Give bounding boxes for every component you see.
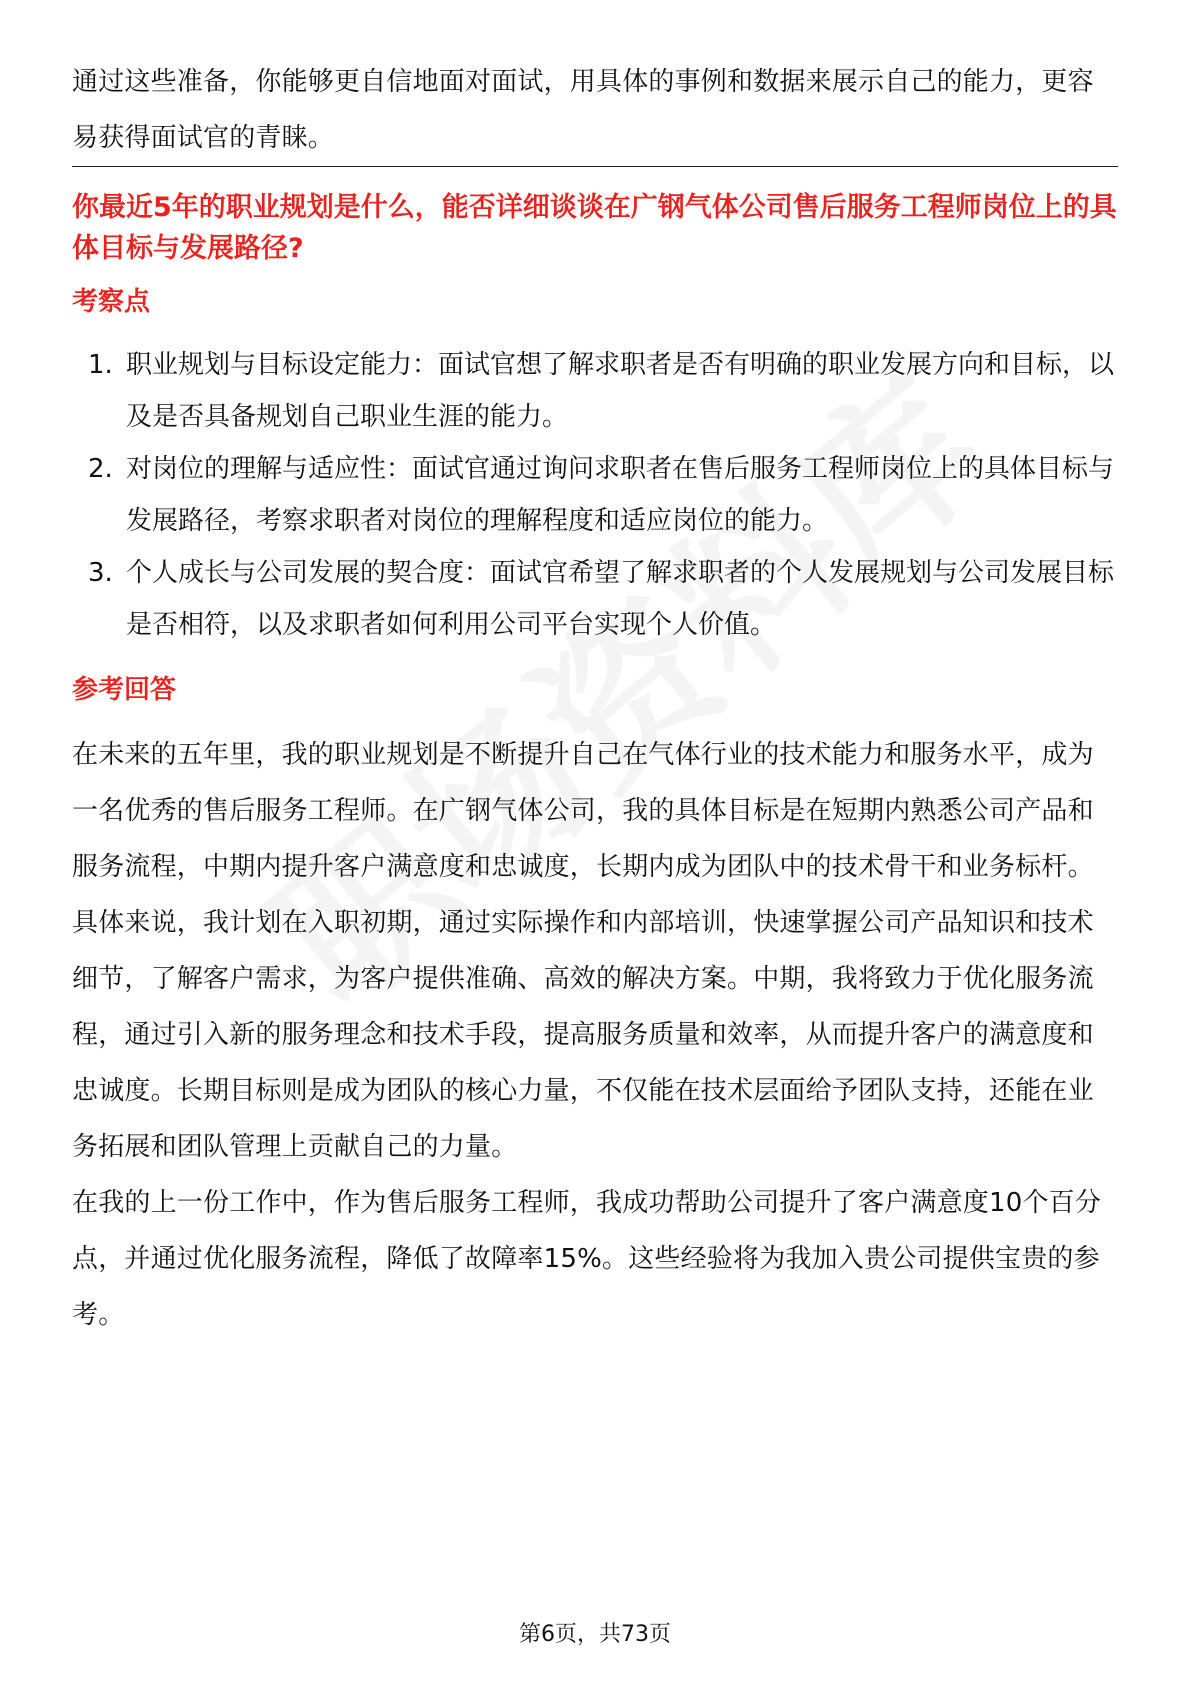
assessment-item-2: [72, 443, 1118, 547]
assessment-list: [72, 339, 1118, 651]
answer-body: [72, 727, 1118, 1343]
assessment-item-1: [72, 339, 1118, 443]
answer-paragraph-2: 具体来说，我计划在入职初期，通过实际操作和内部培训，快速掌握公司产品知识和技术细节，了解客户需求，为客户提供准确、高效的解决方案。中期，我将致力于优化服务流程，通过引入新的服务理念和技术手段，提高服务质量和效率，从而提升客户的满意度和忠诚度。长期目标则是成为团队的核心力量，不仅能在技术层面给予团队支持，还能在业务拓展和团队管理上贡献自己的力量。: [72, 908, 1094, 1162]
page-content: [72, 54, 1118, 1343]
assessment-label: 考察点: [72, 287, 151, 317]
list-number: 3.: [88, 558, 113, 588]
answer-paragraph-3: 在我的上一份工作中，作为售后服务工程师，我成功帮助公司提升了客户满意度10个百分点，并通过优化服务流程，降低了故障率15%。这些经验将为我加入贵公司提供宝贵的参考。: [72, 1188, 1102, 1330]
section-divider: [72, 166, 1118, 167]
assessment-item-text: 职业规划与目标设定能力：面试官想了解求职者是否有明确的职业发展方向和目标，以及是否具备规划自己职业生涯的能力。: [126, 350, 1115, 432]
answer-paragraph-1: 在未来的五年里，我的职业规划是不断提升自己在气体行业的技术能力和服务水平，成为一名优秀的售后服务工程师。在广钢气体公司，我的具体目标是在短期内熟悉公司产品和服务流程，中期内提升客户满意度和忠诚度，长期内成为团队中的技术骨干和业务标杆。: [72, 740, 1094, 882]
page-footer: 第6页，共73页: [519, 1622, 671, 1647]
intro-paragraph: 通过这些准备，你能够更自信地面对面试，用具体的事例和数据来展示自己的能力，更容易获得面试官的青睐。: [72, 67, 1094, 153]
list-number: 2.: [88, 454, 113, 484]
list-number: 1.: [88, 350, 113, 380]
answer-label: 参考回答: [72, 675, 177, 705]
assessment-item-text: 对岗位的理解与适应性：面试官通过询问求职者在售后服务工程师岗位上的具体目标与发展路径，考察求职者对岗位的理解程度和适应岗位的能力。: [126, 454, 1115, 536]
question-heading: 你最近5年的职业规划是什么，能否详细谈谈在广钢气体公司售后服务工程师岗位上的具体目标与发展路径?: [72, 192, 1117, 264]
assessment-item-text: 个人成长与公司发展的契合度：面试官希望了解求职者的个人发展规划与公司发展目标是否相符，以及求职者如何利用公司平台实现个人价值。: [126, 558, 1115, 640]
assessment-item-3: [72, 547, 1118, 651]
